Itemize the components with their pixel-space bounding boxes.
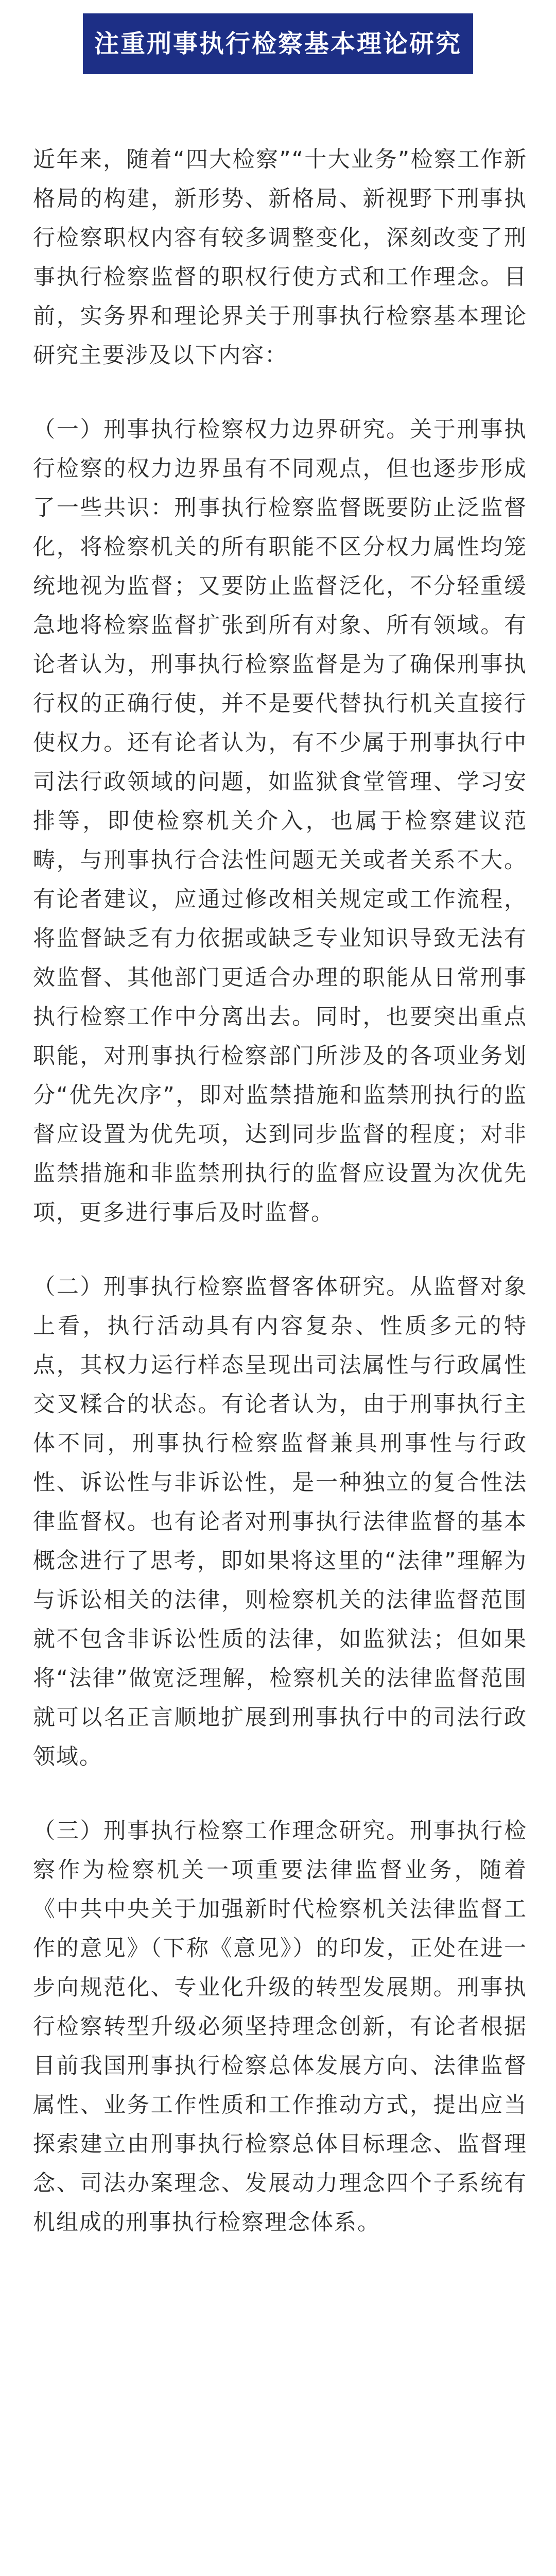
article-body <box>33 140 527 2277</box>
paragraph-work-concept: （三）刑事执行检察工作理念研究。刑事执行检察作为检察机关一项重要法律监督业务，随着《中共中央关于加强新时代检察机关法律监督工作的意见》（下称《意见》）的印发，正处在进一步向规范化、专业化升级的转型发展期。刑事执行检察转型升级必须坚持理念创新，有论者根据目前我国刑事执行检察总体发展方向、法律监督属性、业务工作性质和工作推动方式，提出应当探索建立由刑事执行检察总体目标理念、监督理念、司法办案理念、发展动力理念四个子系统有机组成的刑事执行检察理念体系。 <box>33 1818 527 2235</box>
paragraph-power-boundary: （一）刑事执行检察权力边界研究。关于刑事执行检察的权力边界虽有不同观点，但也逐步形成了一些共识：刑事执行检察监督既要防止泛监督化，将检察机关的所有职能不区分权力属性均笼统地视为监督；又要防止监督泛化，不分轻重缓急地将检察监督扩张到所有对象、所有领域。有论者认为，刑事执行检察监督是为了确保刑事执行权的正确行使，并不是要代替执行机关直接行使权力。还有论者认为，有不少属于刑事执行中司法行政领域的问题，如监狱食堂管理、学习安排等，即使检察机关介入，也属于检察建议范畴，与刑事执行合法性问题无关或者关系不大。有论者建议，应通过修改相关规定或工作流程，将监督缺乏有力依据或缺乏专业知识导致无法有效监督、其他部门更适合办理的职能从日常刑事执行检察工作中分离出去。同时，也要突出重点职能，对刑事执行检察部门所涉及的各项业务划分“优先次序”，即对监禁措施和监禁刑执行的监督应设置为优先项，达到同步监督的程度；对非监禁措施和非监禁刑执行的监督应设置为次优先项，更多进行事后及时监督。 <box>33 417 527 1226</box>
title-bar <box>0 13 556 74</box>
article-title: 注重刑事执行检察基本理论研究 <box>83 13 473 74</box>
paragraph-supervision-object: （二）刑事执行检察监督客体研究。从监督对象上看，执行活动具有内容复杂、性质多元的特点，其权力运行样态呈现出司法属性与行政属性交叉糅合的状态。有论者认为，由于刑事执行主体不同，刑事执行检察监督兼具刑事性与行政性、诉讼性与非诉讼性，是一种独立的复合性法律监督权。也有论者对刑事执行法律监督的基本概念进行了思考，即如果将这里的“法律”理解为与诉讼相关的法律，则检察机关的法律监督范围就不包含非诉讼性质的法律，如监狱法；但如果将“法律”做宽泛理解，检察机关的法律监督范围就可以名正言顺地扩展到刑事执行中的司法行政领域。 <box>33 1274 527 1770</box>
paragraph-intro: 近年来，随着“四大检察”“十大业务”检察工作新格局的构建，新形势、新格局、新视野下刑事执行检察职权内容有较多调整变化，深刻改变了刑事执行检察监督的职权行使方式和工作理念。目前，实务界和理论界关于刑事执行检察基本理论研究主要涉及以下内容： <box>33 147 527 368</box>
